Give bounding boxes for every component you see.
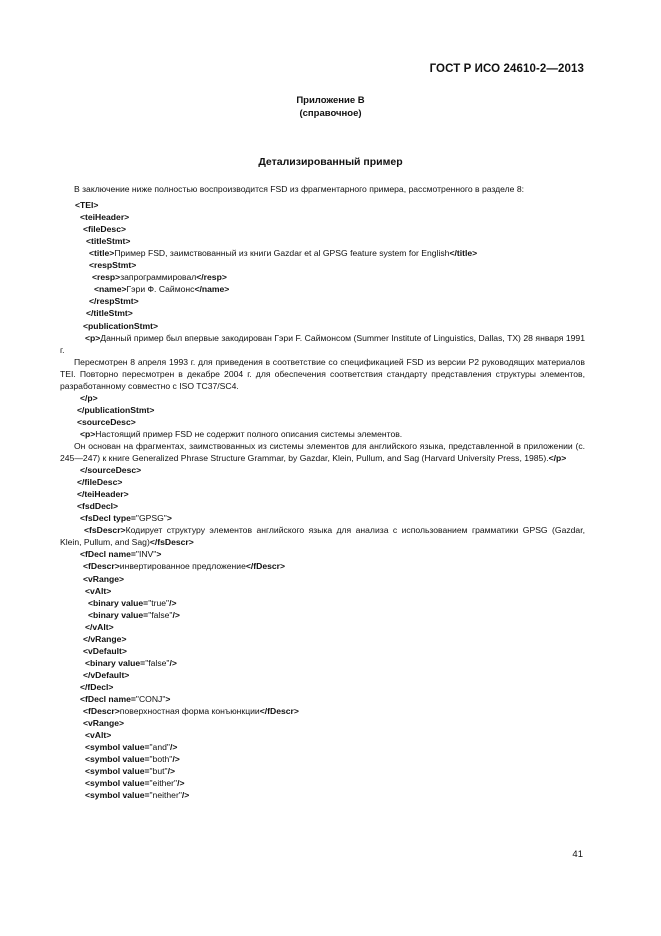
code-line: <publicationStmt>: [83, 320, 158, 331]
code-line: <fsDecl type="GPSG">: [80, 513, 172, 524]
code-line: <symbol value="both"/>: [85, 754, 180, 765]
code-line: <title>Пример FSD, заимствованный из книги Gazdar et al GPSG feature system for English</title>: [89, 248, 478, 259]
code-line: </titleStmt>: [86, 308, 133, 319]
code-line: </respStmt>: [89, 296, 139, 307]
annex-type: (справочное): [299, 108, 362, 119]
code-line: <binary value="true"/>: [88, 597, 177, 608]
code-line: <vAlt>: [85, 585, 112, 596]
code-line: <fDecl name="INV">: [80, 549, 162, 560]
code-line: </sourceDesc>: [80, 465, 142, 476]
document-body: [60, 183, 585, 801]
code-line: <vDefault>: [83, 645, 127, 656]
code-line: <symbol value="and"/>: [85, 742, 178, 753]
code-line: <titleStmt>: [86, 236, 131, 247]
code-line: <binary value="false"/>: [88, 609, 180, 620]
code-line: <resp>запрограммировал</resp>: [92, 272, 227, 283]
code-line: <p>Настоящий пример FSD не содержит полного описания системы элементов.: [80, 428, 403, 439]
code-paragraph: Он основан на фрагментах, заимствованных из системы элементов для английского языка, представленной в приложении (с. 245—247) к книге Generalized Phrase Structure Grammar, by Gazdar, Klein, Pullum, and Sag (Harvard University Press, 1985).</p>: [60, 440, 585, 464]
code-line: <vRange>: [83, 573, 125, 584]
code-line: <name>Гэри Ф. Саймонс</name>: [94, 284, 230, 295]
code-line: <fDescr>поверхностная форма конъюнкции</fDescr>: [83, 706, 299, 717]
code-line: <vAlt>: [85, 730, 112, 741]
code-line: </publicationStmt>: [77, 404, 155, 415]
standard-code: ГОСТ Р ИСО 24610-2—2013: [429, 63, 584, 75]
code-line: <fDescr>инвертированное предложение</fDescr>: [83, 561, 286, 572]
annex-title: Приложение В: [296, 95, 365, 106]
code-line: </teiHeader>: [77, 489, 129, 500]
code-line: </fileDesc>: [77, 477, 123, 488]
code-paragraph: <p>Данный пример был впервые закодирован Гэри F. Саймонсом (Summer Institute of Linguistics, Dallas, TX) 28 января 1991 г.: [60, 332, 585, 355]
code-line: <vRange>: [83, 718, 125, 729]
code-line: </p>: [80, 392, 98, 403]
code-line: <binary value="false"/>: [85, 657, 177, 668]
code-line: </vDefault>: [83, 669, 130, 680]
code-line: <respStmt>: [89, 260, 137, 271]
code-paragraph: Пересмотрен 8 апреля 1993 г. для приведения в соответствие со спецификацией FSD из версии P2 руководящих материалов TEI. Повторно пересмотрен в декабре 2004 г. для обеспечения соответствия стандарту представления структуры элементов, разработанному совместно с ISO TC37/SC4.: [60, 356, 585, 391]
code-line: <symbol value="neither"/>: [85, 790, 190, 801]
annex-heading: [0, 94, 661, 120]
code-line: <fsdDecl>: [77, 501, 119, 512]
code-line: <teiHeader>: [80, 212, 130, 223]
code-paragraph: <fsDescr>Кодирует структуру элементов английского языка для анализа с использованием грамматики GPSG (Gazdar, Klein, Pullum, and Sag)</fsDescr>: [60, 525, 585, 548]
code-line: <TEI>: [75, 200, 99, 211]
code-line: <symbol value="but"/>: [85, 766, 175, 777]
code-line: <fDecl name="CONJ">: [80, 693, 171, 704]
code-line: </vRange>: [83, 633, 127, 644]
code-line: <fileDesc>: [83, 224, 126, 235]
code-line: <symbol value="either"/>: [85, 778, 185, 789]
page-number: 41: [572, 849, 583, 860]
code-line: </vAlt>: [85, 621, 114, 632]
code-line: <sourceDesc>: [77, 416, 136, 427]
intro-paragraph: В заключение ниже полностью воспроизводится FSD из фрагментарного примера, рассмотренного в разделе 8:: [74, 184, 525, 194]
code-line: </fDecl>: [80, 681, 114, 692]
section-title: Детализированный пример: [258, 156, 403, 168]
